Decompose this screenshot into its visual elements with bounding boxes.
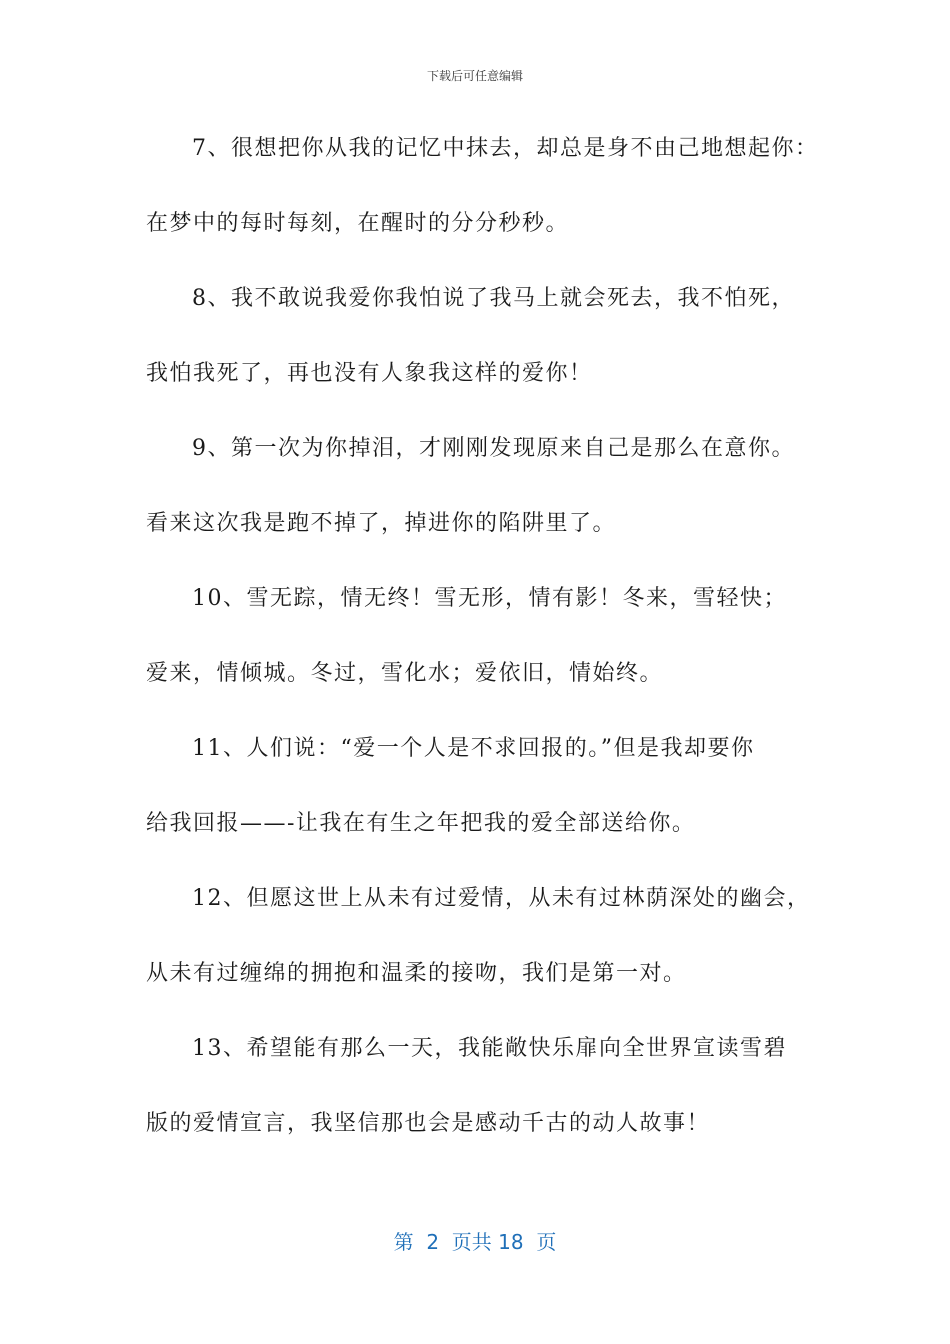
paragraph-line: 看来这次我是跑不掉了，掉进你的陷阱里了。 — [146, 511, 617, 536]
paragraph-line: 13、希望能有那么一天，我能敞快乐扉向全世界宣读雪碧 — [192, 1036, 787, 1061]
paragraph-line: 11、人们说：“爱一个人是不求回报的。”但是我却要你 — [192, 736, 755, 761]
paragraph-line: 爱来，情倾城。冬过，雪化水；爱依旧，情始终。 — [146, 661, 664, 686]
paragraph-line: 我怕我死了，再也没有人象我这样的爱你！ — [146, 361, 593, 386]
paragraph-line: 给我回报——-让我在有生之年把我的爱全部送给你。 — [146, 811, 696, 836]
page-number-footer: 第 2 页共 18 页 — [393, 1230, 557, 1254]
paragraph-line: 从未有过缠绵的拥抱和温柔的接吻，我们是第一对。 — [146, 961, 687, 986]
paragraph-line: 12、但愿这世上从未有过爱情，从未有过林荫深处的幽会， — [192, 886, 811, 911]
paragraph-line: 7、很想把你从我的记忆中抹去，却总是身不由己地想起你： — [192, 136, 819, 161]
paragraph-line: 8、我不敢说我爱你我怕说了我马上就会死去，我不怕死， — [192, 286, 795, 311]
paragraph-line: 9、第一次为你掉泪，才刚刚发现原来自己是那么在意你。 — [192, 436, 795, 461]
paragraph-line: 版的爱情宣言，我坚信那也会是感动千古的动人故事！ — [146, 1111, 711, 1136]
paragraph-line: 10、雪无踪，情无终！雪无形，情有影！冬来，雪轻快； — [192, 586, 787, 611]
page-header: 下载后可任意编辑 — [426, 69, 523, 83]
paragraph-line: 在梦中的每时每刻，在醒时的分分秒秒。 — [146, 211, 570, 236]
